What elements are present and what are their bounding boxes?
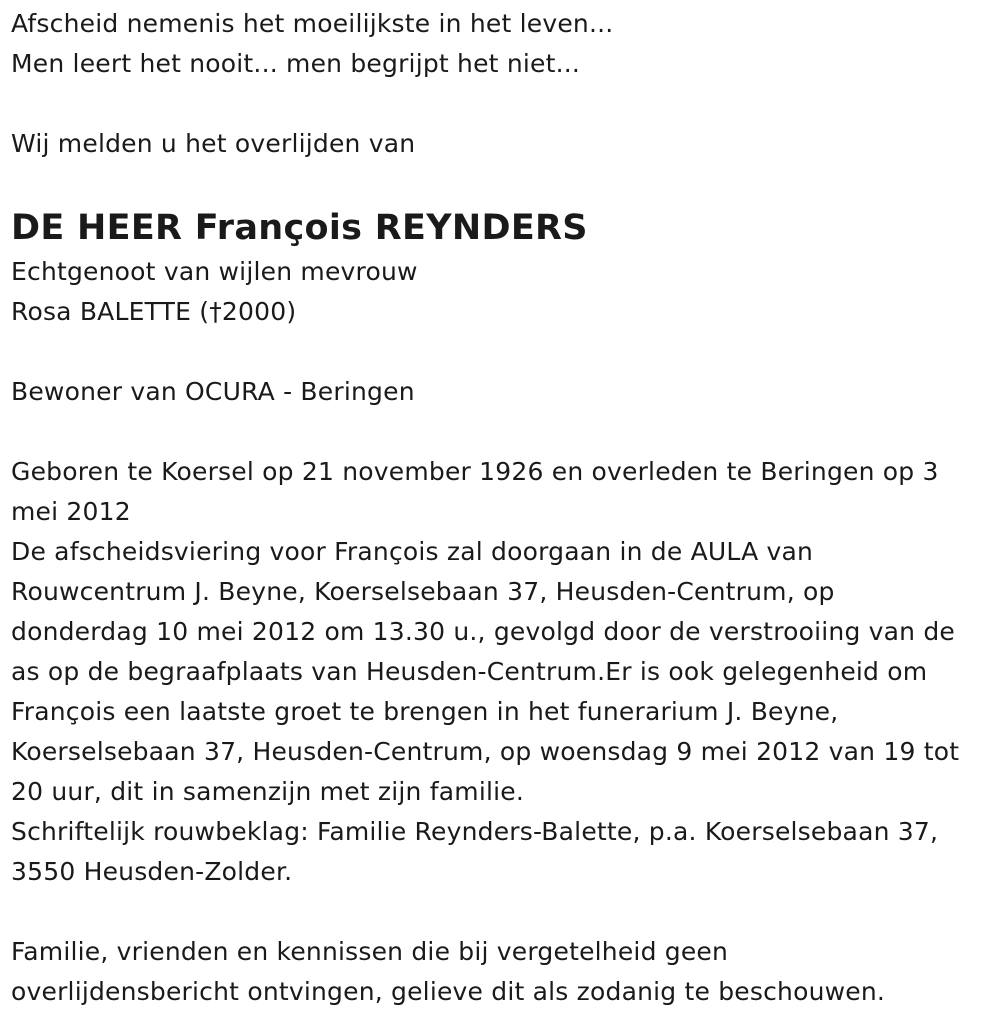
closing-line-2: overlijdensbericht ontvingen, gelieve dit als zodanig te beschouwen.: [11, 977, 886, 1006]
spacer: [11, 84, 990, 124]
spacer: [11, 164, 990, 204]
announcement-text: Wij melden u het overlijden van: [11, 129, 416, 158]
ceremony-line-3: donderdag 10 mei 2012 om 13.30 u., gevolgd door de verstrooiing van de: [11, 617, 956, 646]
spacer: [11, 332, 990, 372]
condolence-line-2: 3550 Heusden-Zolder.: [11, 857, 293, 886]
ceremony-line-2: Rouwcentrum J. Beyne, Koerselsebaan 37, Heusden-Centrum, op: [11, 577, 835, 606]
ceremony-line-5: François een laatste groet te brengen in het funerarium J. Beyne,: [11, 697, 839, 726]
ceremony-line-7: 20 uur, dit in samenzijn met zijn familie.: [11, 777, 524, 806]
ceremony-line-4: as op de begraafplaats van Heusden-Centrum.Er is ook gelegenheid om: [11, 657, 928, 686]
ceremony-line-1: De afscheidsviering voor François zal doorgaan in de AULA van: [11, 537, 814, 566]
intro-line-2: Men leert het nooit... men begrijpt het niet...: [11, 49, 581, 78]
birth-death-line-1: Geboren te Koersel op 21 november 1926 en overleden te Beringen op 3: [11, 457, 939, 486]
deceased-name: DE HEER François REYNDERS: [11, 208, 588, 248]
intro-line-1: Afscheid nemenis het moeilijkste in het leven...: [11, 9, 614, 38]
closing-line-1: Familie, vrienden en kennissen die bij vergetelheid geen: [11, 937, 729, 966]
spacer: [11, 412, 990, 452]
ceremony-line-6: Koerselsebaan 37, Heusden-Centrum, op woensdag 9 mei 2012 van 19 tot: [11, 737, 960, 766]
spouse-line-1: Echtgenoot van wijlen mevrouw: [11, 257, 418, 286]
condolence-line-1: Schriftelijk rouwbeklag: Familie Reynders-Balette, p.a. Koerselsebaan 37,: [11, 817, 939, 846]
residence-text: Bewoner van OCURA - Beringen: [11, 377, 415, 406]
spacer: [11, 892, 990, 932]
birth-death-line-2: mei 2012: [11, 497, 131, 526]
spouse-line-2: Rosa BALETTE (†2000): [11, 297, 297, 326]
details-paragraph: [11, 452, 989, 892]
